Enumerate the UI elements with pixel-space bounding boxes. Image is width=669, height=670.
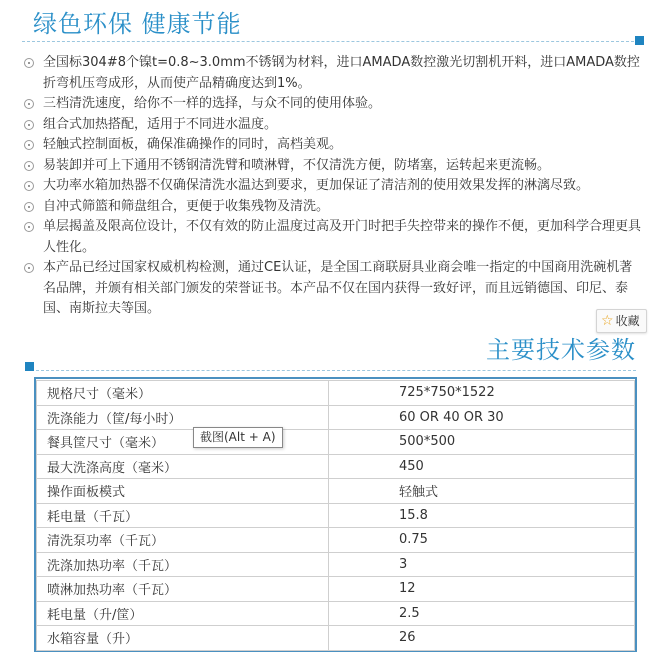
spec-label: 洗涤加热功率（千瓦）: [37, 552, 329, 577]
bullet-circle-icon: [24, 263, 34, 273]
feature-item: [23, 53, 643, 94]
table-row: [37, 601, 635, 626]
spec-value: 12: [329, 577, 635, 602]
heading-green-energy: 绿色环保 健康节能: [33, 10, 242, 38]
bullet-circle-icon: [24, 99, 34, 109]
dashed-divider-specs: [36, 370, 636, 371]
spec-value: 0.75: [329, 528, 635, 553]
bullet-circle-icon: [24, 202, 34, 212]
feature-text: 自冲式筛篮和筛盘组合，更便于收集残物及清洗。: [43, 198, 330, 214]
feature-text: 易装卸并可上下通用不锈钢清洗臂和喷淋臂，不仅清洗方便，防堵塞，运转起来更流畅。: [43, 157, 551, 173]
feature-item: [23, 197, 643, 218]
spec-value: 2.5: [329, 601, 635, 626]
table-row: [37, 577, 635, 602]
spec-value: 26: [329, 626, 635, 651]
feature-item: [23, 115, 643, 136]
dashed-divider-top: [22, 41, 634, 42]
feature-text: 大功率水箱加热器不仅确保清洗水温达到要求，更加保证了清洁剂的使用效果发挥的淋漓尽致。: [43, 178, 590, 193]
table-row: [37, 552, 635, 577]
spec-label: 操作面板模式: [37, 479, 329, 504]
feature-text: 轻触式控制面板，确保准确操作的同时，高档美观。: [43, 137, 343, 152]
bullet-circle-icon: [24, 161, 34, 171]
spec-value: 15.8: [329, 503, 635, 528]
corner-square-marker: [25, 362, 34, 371]
spec-label: 水箱容量（升）: [37, 626, 329, 651]
feature-text: 组合式加热搭配，适用于不同进水温度。: [43, 116, 278, 132]
bullet-circle-icon: [24, 58, 34, 68]
table-row: [37, 381, 635, 406]
feature-text: 三档清洗速度，给你不一样的选择，与众不同的使用体验。: [43, 96, 382, 111]
star-icon: ☆: [601, 313, 614, 329]
feature-item: [23, 217, 643, 258]
spec-value: 725*750*1522: [329, 381, 635, 406]
spec-value: 500*500: [329, 430, 635, 455]
screenshot-tooltip: 截图(Alt + A): [193, 427, 283, 448]
specs-table: [36, 380, 635, 651]
bullet-circle-icon: [24, 120, 34, 130]
table-row: [37, 430, 635, 455]
bullet-circle-icon: [24, 181, 34, 191]
feature-item: [23, 156, 643, 177]
bullet-circle-icon: [24, 222, 34, 232]
spec-label: 清洗泵功率（千瓦）: [37, 528, 329, 553]
table-row: [37, 503, 635, 528]
feature-text: 本产品已经过国家权威机构检测，通过CE认证，是全国工商联厨具业商会唯一指定的中国商用洗碗机著名品牌，并颁有相关部门颁发的荣誉证书。本产品不仅在国内获得一致好评，而且远销德国、印尼、泰国、南斯拉夫等国。: [43, 260, 633, 316]
feature-item: [23, 94, 643, 115]
spec-value: 轻触式: [329, 479, 635, 504]
spec-value: 60 OR 40 OR 30: [329, 405, 635, 430]
table-row: [37, 405, 635, 430]
heading-main-specs: 主要技术参数: [486, 336, 636, 364]
spec-value: 450: [329, 454, 635, 479]
bullet-circle-icon: [24, 140, 34, 150]
feature-list: [23, 53, 643, 320]
feature-item: [23, 135, 643, 156]
spec-label: 餐具筐尺寸（毫米）: [37, 430, 329, 455]
feature-text: 单层揭盖及限高位设计，不仅有效的防止温度过高及开门时把手失控带来的操作不便，更加科学合理更具人性化。: [43, 219, 642, 255]
feature-item: [23, 258, 643, 320]
spec-label: 规格尺寸（毫米）: [37, 381, 329, 406]
spec-label: 最大洗涤高度（毫米）: [37, 454, 329, 479]
spec-label: 耗电量（升/筐）: [37, 601, 329, 626]
feature-text: 全国标304#8个镍t=0.8~3.0mm不锈钢为材料，进口AMADA数控激光切割机开料，进口AMADA数控折弯机压弯成形，从而使产品精确度达到1%。: [43, 55, 640, 91]
feature-item: [23, 176, 643, 197]
favorite-label: 收藏: [615, 314, 640, 328]
table-row: [37, 626, 635, 651]
spec-value: 3: [329, 552, 635, 577]
spec-label: 耗电量（千瓦）: [37, 503, 329, 528]
spec-label: 洗涤能力（筐/每小时）: [37, 405, 329, 430]
table-row: [37, 454, 635, 479]
table-row: [37, 479, 635, 504]
corner-square-marker: [635, 36, 644, 45]
spec-label: 喷淋加热功率（千瓦）: [37, 577, 329, 602]
table-row: [37, 528, 635, 553]
